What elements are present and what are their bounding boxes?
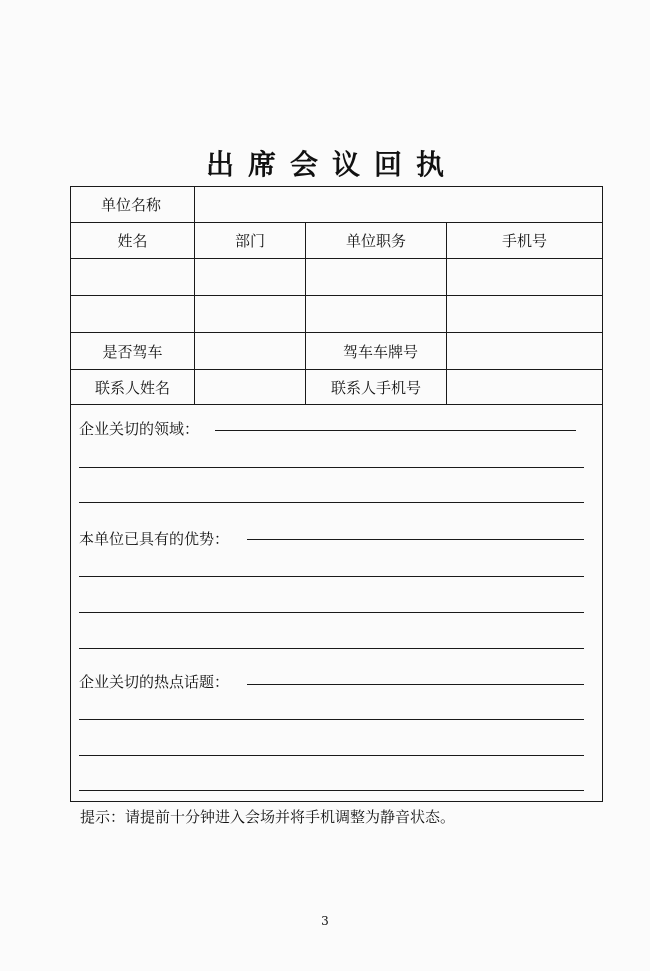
header-name: 姓名 [71,223,195,259]
free-text-cell [71,405,603,802]
concern-field-label: 企业关切的领域： [79,420,200,438]
advantages-line[interactable] [79,648,584,649]
attendee-row [71,296,603,333]
header-department: 部门 [195,223,306,259]
attendee-position-field[interactable] [306,296,447,333]
concern-field-line[interactable] [79,502,584,503]
advantages-line[interactable] [247,539,584,540]
hot-topics-line[interactable] [79,755,584,756]
advantages-line[interactable] [79,612,584,613]
unit-name-label: 单位名称 [71,187,195,223]
header-phone: 手机号 [447,223,603,259]
header-row [71,223,603,259]
advantages-line[interactable] [79,576,584,577]
attendee-name-field[interactable] [71,259,195,296]
header-position: 单位职务 [306,223,447,259]
hot-topics-label: 企业关切的热点话题： [79,673,230,691]
attendee-name-field[interactable] [71,296,195,333]
tip-note: 提示：请提前十分钟进入会场并将手机调整为静音状态。 [80,808,456,826]
form-title: 出席会议回执 [205,148,458,181]
plate-label: 驾车车牌号 [306,333,447,370]
attendee-department-field[interactable] [195,259,306,296]
attendee-department-field[interactable] [195,296,306,333]
reply-form-table [70,186,603,802]
advantages-label: 本单位已具有的优势： [79,530,230,548]
concern-field-line[interactable] [79,467,584,468]
attendee-position-field[interactable] [306,259,447,296]
driving-row [71,333,603,370]
concern-field-line[interactable] [215,430,576,431]
contact-name-label: 联系人姓名 [71,370,195,405]
hot-topics-line[interactable] [247,684,584,685]
page-number: 3 [321,914,329,928]
attendee-phone-field[interactable] [447,296,603,333]
unit-name-field[interactable] [195,187,603,223]
plate-field[interactable] [447,333,603,370]
hot-topics-line[interactable] [79,719,584,720]
contact-phone-field[interactable] [447,370,603,405]
attendee-phone-field[interactable] [447,259,603,296]
hot-topics-line[interactable] [79,790,584,791]
driving-field[interactable] [195,333,306,370]
contact-name-field[interactable] [195,370,306,405]
unit-name-row [71,187,603,223]
free-text-row [71,405,603,802]
contact-row [71,370,603,405]
contact-phone-label: 联系人手机号 [306,370,447,405]
attendee-row [71,259,603,296]
driving-label: 是否驾车 [71,333,195,370]
